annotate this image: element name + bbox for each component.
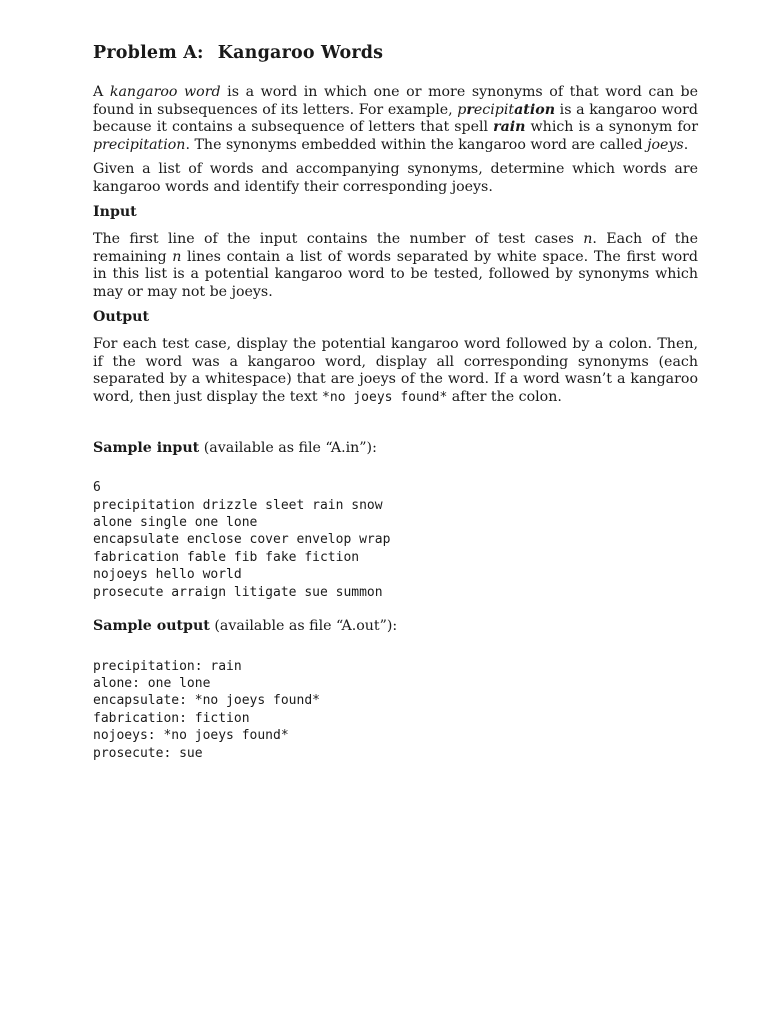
intro-paragraph — [93, 84, 698, 154]
variable-n: n — [172, 248, 182, 265]
output-description — [93, 336, 698, 406]
sample-output-heading — [93, 618, 698, 636]
output-heading: Output — [93, 308, 150, 325]
output-text: after the colon. — [447, 388, 562, 405]
input-heading: Input — [93, 203, 137, 220]
sample-input-block: 6 precipitation drizzle sleet rain snow alone single one lone encapsulate enclose cover envelop wrap fabrication fable fib fake fiction nojoeys hello world prosecute arraign litigate sue summon — [93, 480, 391, 600]
intro-text: is a word in which one or more synonyms of that word can be found in subsequences of its letters. For example, — [93, 84, 698, 118]
example-part: pit — [494, 101, 515, 118]
problem-title — [93, 40, 698, 66]
term-kangaroo-word: kangaroo word — [109, 84, 221, 100]
sample-input-heading — [93, 440, 698, 458]
sample-output-note: (available as file “A.out”): — [209, 617, 398, 634]
intro-text: . — [683, 136, 689, 153]
example-part: p — [457, 101, 467, 118]
example-part: i — [490, 101, 495, 118]
example-highlight: r — [466, 101, 474, 118]
intro-text: A — [93, 84, 110, 100]
input-text: The first line of the input contains the number of test cases — [93, 231, 584, 248]
input-text: lines contain a list of words separated by white space. The first word in this list is a potential kangaroo word to be tested, followed by synonyms which may or may not be joeys. — [93, 248, 698, 300]
intro-text: is a kangaroo word because it contains a subsequence of letters that spell — [93, 101, 698, 136]
example-term: precipitation — [93, 136, 186, 153]
sample-input-label: Sample input — [93, 439, 200, 456]
task-paragraph: Given a list of words and accompanying synonyms, determine which words are kangaroo words and identify their corresponding joeys. — [93, 161, 698, 195]
sample-input-note: (available as file “A.in”): — [199, 439, 377, 456]
example-part: ec — [473, 101, 491, 118]
sample-output-block: precipitation: rain alone: one lone encapsulate: *no joeys found* fabrication: fiction nojoeys: *no joeys found* prosecute: sue — [93, 658, 320, 761]
example-highlight: n — [544, 101, 556, 118]
example-highlight: a — [514, 101, 524, 118]
intro-text: . The synonyms embedded within the kangaroo word are called — [185, 136, 648, 153]
sample-output-label: Sample output — [93, 617, 210, 634]
example-word — [457, 102, 555, 118]
problem-page — [93, 40, 698, 762]
intro-text: which is a synonym for — [525, 119, 698, 136]
output-text: For each test case, display the potential kangaroo word followed by a colon. Then, if the word was a kangaroo word, display all corresponding synonyms (each separated by a whitespace) that are joeys of the word. If a word wasn’t a kangaroo word, then just display the text — [93, 336, 698, 405]
input-description — [93, 231, 698, 301]
variable-n: n — [583, 231, 593, 248]
input-text: . Each of the remaining — [93, 231, 698, 265]
example-highlight: tio — [523, 101, 545, 118]
term-joeys: joeys — [647, 136, 684, 153]
example-joey: rain — [493, 119, 526, 136]
no-joeys-code: *no joeys found* — [322, 389, 448, 405]
problem-name: Kangaroo Words — [217, 43, 384, 63]
problem-label: Problem A: — [93, 43, 204, 63]
